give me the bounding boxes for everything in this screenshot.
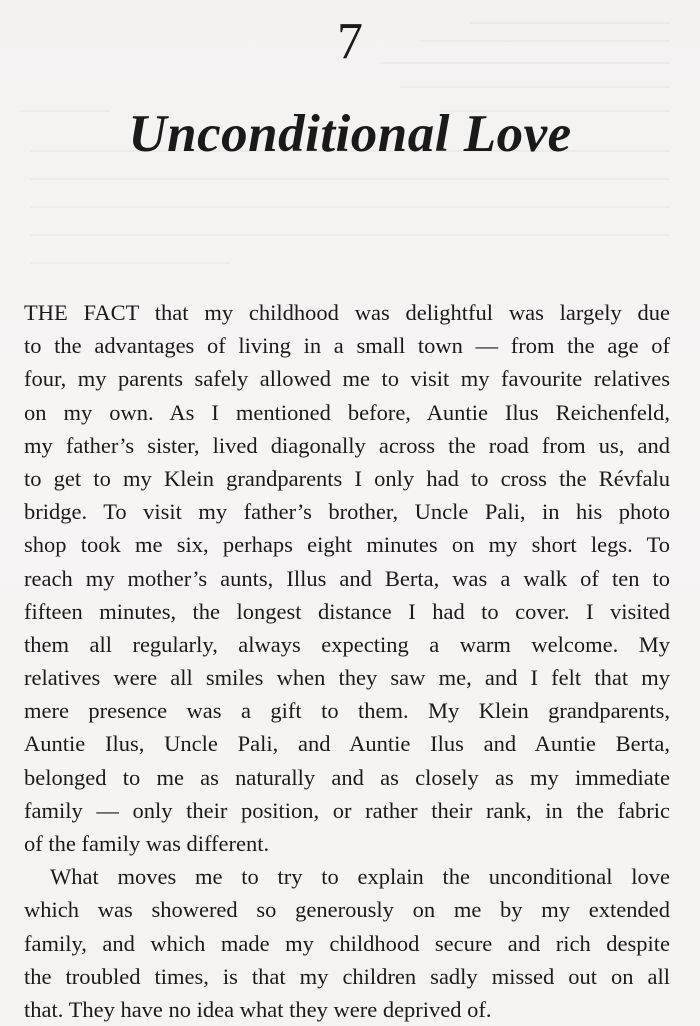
- text-line: the troubled times, is that my children sadly missed out on all: [24, 963, 670, 989]
- body-text: [24, 296, 670, 1026]
- text-line: THE FACT that my childhood was delightful was largely due: [24, 300, 670, 325]
- text-line: belonged to me as naturally and as closely as my immediate: [24, 764, 670, 790]
- text-line: of the family was different.: [24, 831, 270, 856]
- text-line: my father’s sister, lived diagonally across the road from us, and: [24, 432, 670, 458]
- text-line: relatives were all smiles when they saw me, and I felt that my: [24, 665, 670, 691]
- text-line: bridge. To visit my father’s brother, Uncle Pali, in his photo: [24, 499, 670, 525]
- text-line: which was showered so generously on me by my extended: [24, 897, 670, 923]
- text-line: them all regularly, always expecting a warm welcome. My: [24, 631, 670, 657]
- text-line: shop took me six, perhaps eight minutes on my short legs. To: [24, 532, 670, 558]
- text-line: four, my parents safely allowed me to visit my favourite relatives: [24, 366, 670, 392]
- text-line: family, and which made my childhood secure and rich despite: [24, 930, 670, 956]
- text-line: reach my mother’s aunts, Illus and Berta, was a walk of ten to: [24, 565, 670, 591]
- text-line: to get to my Klein grandparents I only had to cross the Révfalu: [24, 465, 670, 491]
- text-line: on my own. As I mentioned before, Auntie Ilus Reichenfeld,: [24, 399, 670, 425]
- text-line: Auntie Ilus, Uncle Pali, and Auntie Ilus and Auntie Berta,: [24, 731, 670, 757]
- text-line: mere presence was a gift to them. My Klein grandparents,: [24, 698, 670, 724]
- text-line: fifteen minutes, the longest distance I had to cover. I visited: [24, 598, 670, 624]
- text-line: What moves me to try to explain the unconditional love: [50, 864, 670, 890]
- text-line: to the advantages of living in a small town — from the age of: [24, 333, 670, 359]
- text-line: family — only their position, or rather their rank, in the fabric: [24, 797, 670, 823]
- text-line: that. They have no idea what they were deprived of.: [24, 996, 492, 1022]
- chapter-title: Unconditional Love: [128, 105, 572, 163]
- chapter-number: 7: [337, 13, 363, 70]
